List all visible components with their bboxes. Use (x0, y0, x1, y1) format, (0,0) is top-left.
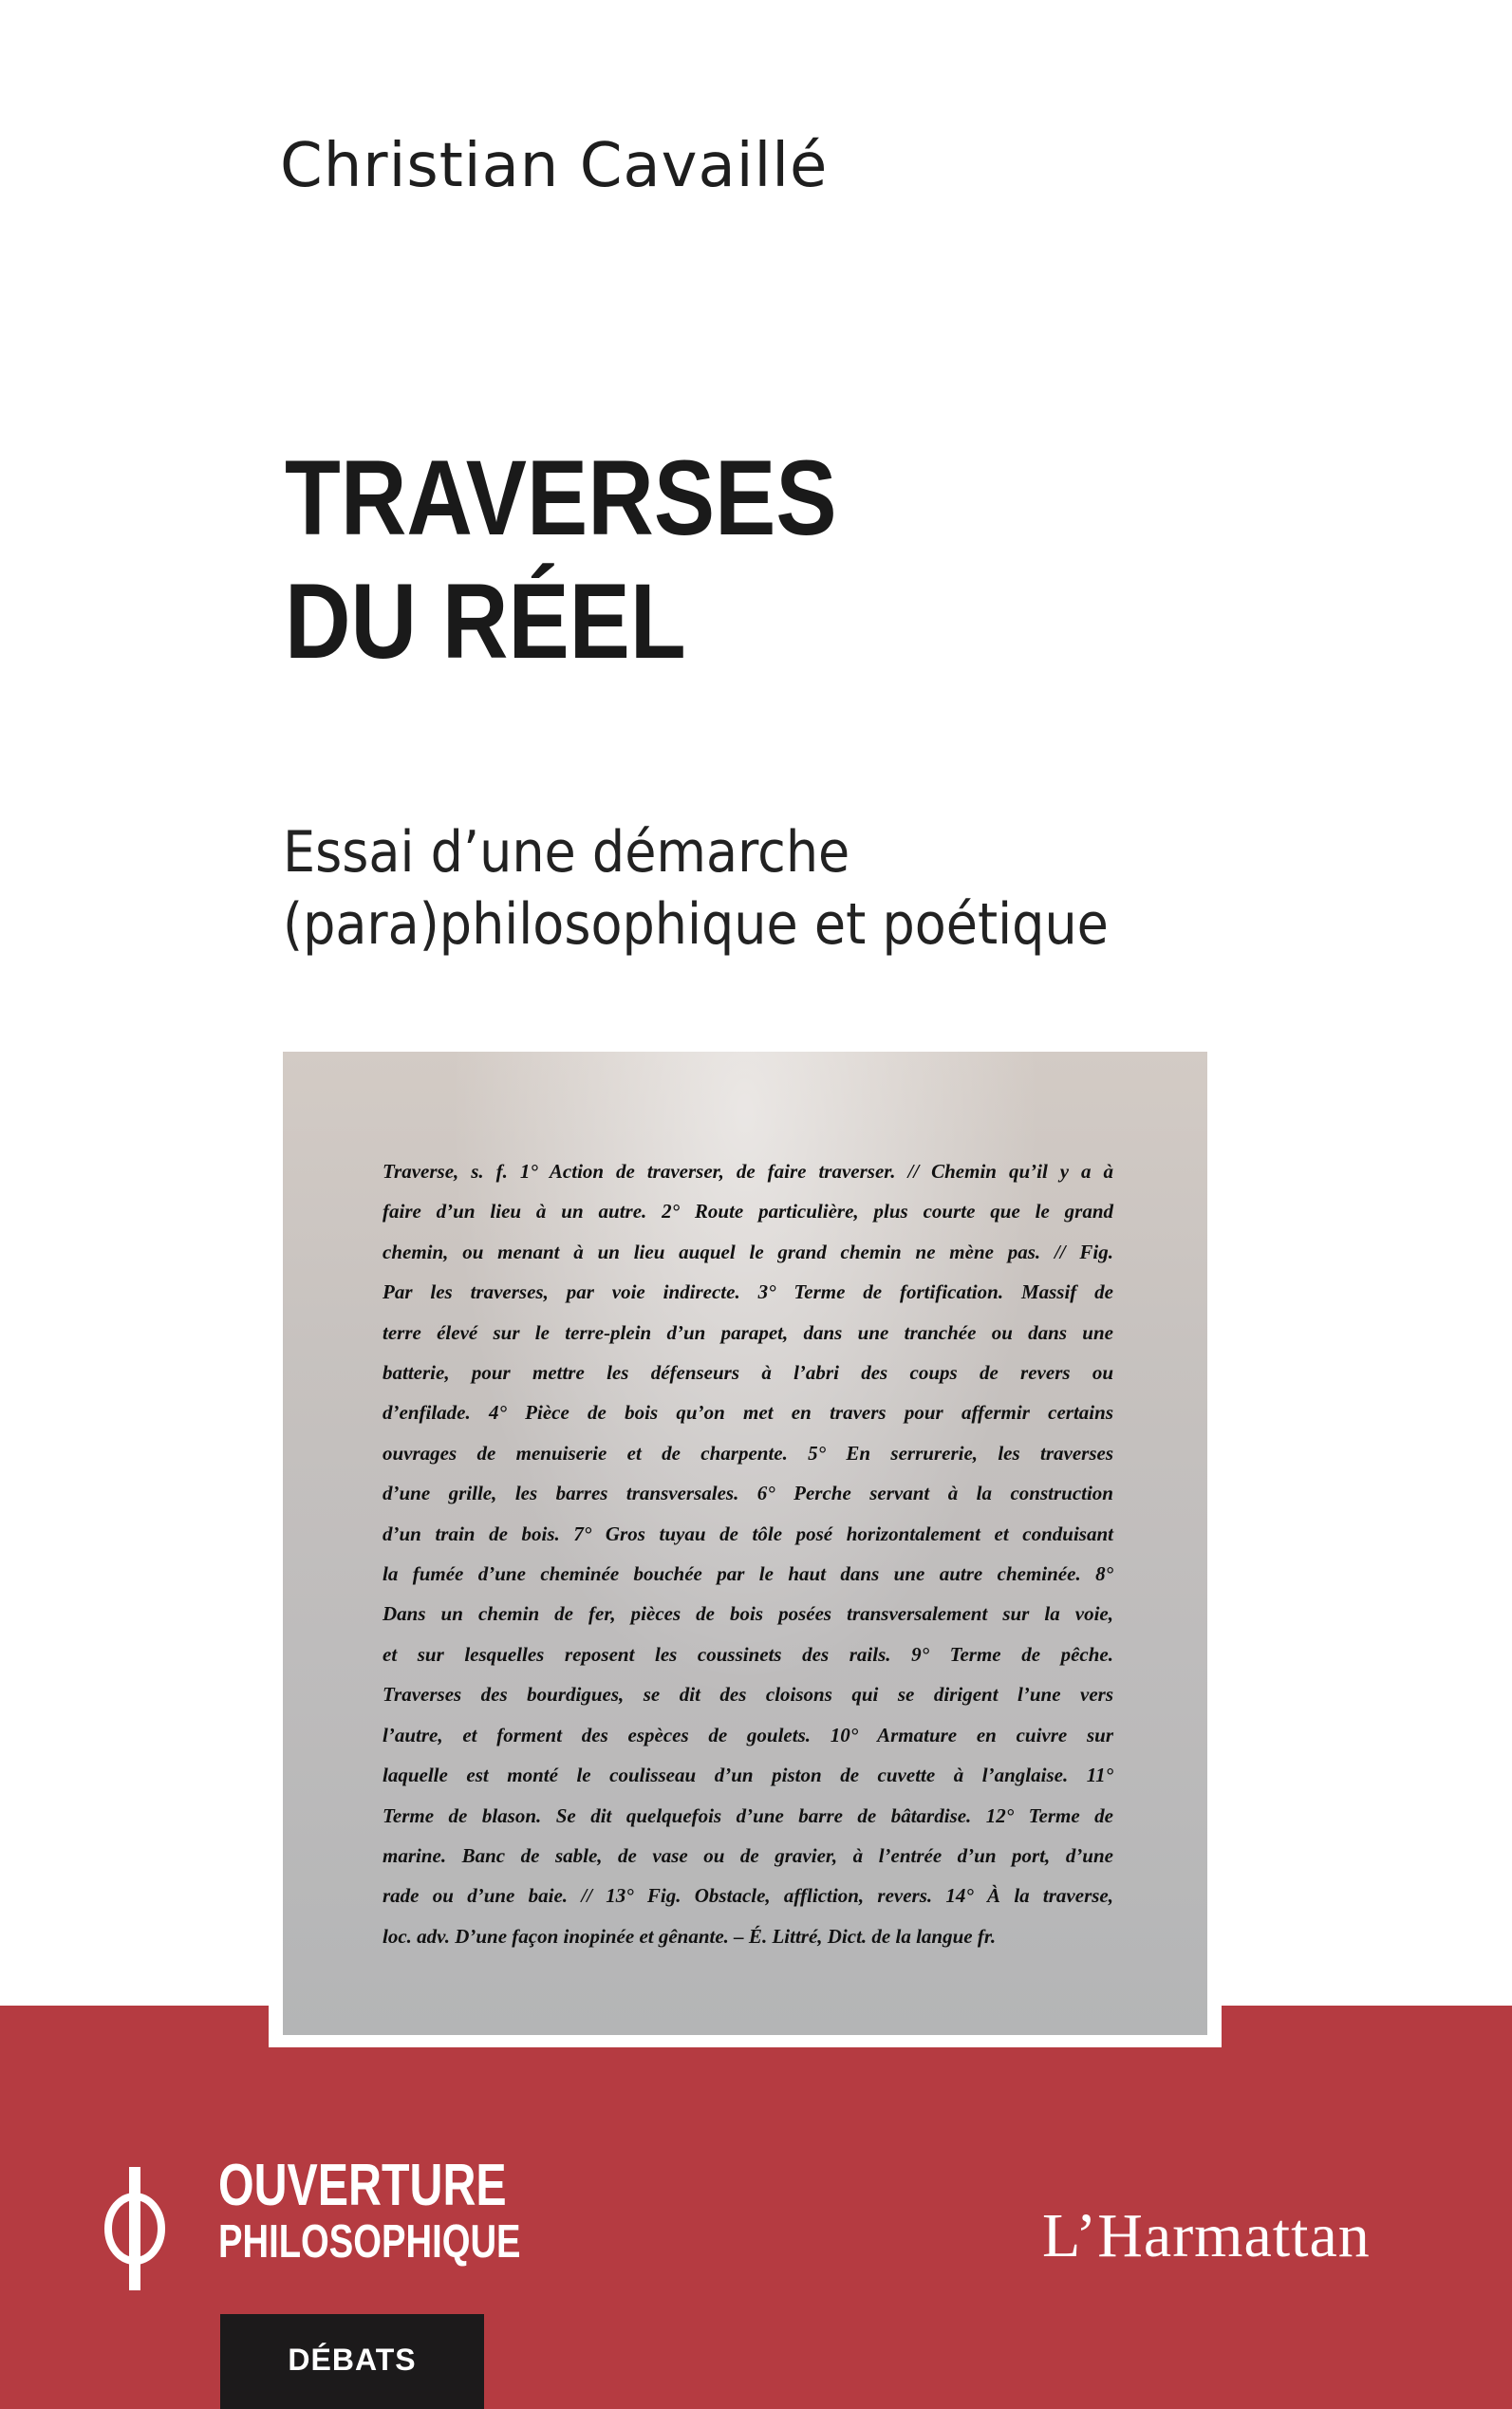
book-title (285, 437, 837, 683)
dictionary-line: d’enfilade. 4° Pièce de bois qu’on met en travers pour affermir certains (383, 1401, 1113, 1425)
dictionary-line: faire d’un lieu à un autre. 2° Route particulière, plus courte que le grand (383, 1200, 1113, 1223)
book-title-line-2: DU RÉEL (285, 562, 686, 681)
dictionary-entry-text (383, 1151, 1113, 1956)
dictionary-line: Traverses des bourdigues, se dit des cloisons qui se dirigent l’une vers (383, 1683, 1113, 1707)
book-subtitle-line-2: (para)philosophique et poétique (283, 891, 1109, 958)
dictionary-line: et sur lesquelles reposent les coussinets des rails. 9° Terme de pêche. (383, 1642, 1113, 1666)
cover-image (283, 1052, 1207, 2035)
dictionary-line: d’une grille, les barres transversales. 6° Perche servant à la construction (383, 1482, 1113, 1505)
collection-name-line-2: PHILOSOPHIQUE (218, 2216, 521, 2268)
dictionary-line: Traverse, s. f. 1° Action de traverser, de faire traverser. // Chemin qu’il y a à (383, 1160, 1113, 1183)
dictionary-line: laquelle est monté le coulisseau d’un piston de cuvette à l’anglaise. 11° (383, 1764, 1113, 1787)
dictionary-line: Dans un chemin de fer, pièces de bois posées transversalement sur la voie, (383, 1602, 1113, 1626)
publisher-logo: L’Harmattan (1042, 2201, 1371, 2270)
dictionary-line: chemin, ou menant à un lieu auquel le grand chemin ne mène pas. // Fig. (383, 1240, 1113, 1263)
dictionary-line: d’un train de bois. 7° Gros tuyau de tôle posé horizontalement et conduisant (383, 1522, 1113, 1545)
series-label: DÉBATS (288, 2343, 417, 2377)
dictionary-line: la fumée d’une cheminée bouchée par le haut dans une autre cheminée. 8° (383, 1562, 1113, 1586)
dictionary-line: Terme de blason. Se dit quelquefois d’une barre de bâtardise. 12° Terme de (383, 1803, 1113, 1827)
dictionary-line: batterie, pour mettre les défenseurs à l’abri des coups de revers ou (383, 1361, 1113, 1385)
phi-icon (104, 2167, 165, 2290)
dictionary-line: l’autre, et forment des espèces de goulets. 10° Armature en cuivre sur (383, 1723, 1113, 1746)
collection-name (218, 2153, 521, 2269)
dictionary-line: ouvrages de menuiserie et de charpente. 5° En serrurerie, les traverses (383, 1441, 1113, 1465)
collection-name-line-1: OUVERTURE (218, 2153, 507, 2218)
dictionary-line: Par les traverses, par voie indirecte. 3° Terme de fortification. Massif de (383, 1280, 1113, 1304)
dictionary-line: marine. Banc de sable, de vase ou de gravier, à l’entrée d’un port, d’une (383, 1843, 1113, 1867)
book-subtitle (283, 816, 1109, 961)
book-title-line-1: TRAVERSES (285, 439, 837, 557)
dictionary-line: loc. adv. D’une façon inopinée et gênante. – É. Littré, Dict. de la langue fr. (383, 1924, 997, 1948)
dictionary-line: rade ou d’une baie. // 13° Fig. Obstacle, affliction, revers. 14° À la traverse, (383, 1884, 1113, 1908)
author-name: Christian Cavaillé (280, 131, 829, 201)
book-subtitle-line-1: Essai d’une démarche (283, 819, 850, 886)
series-badge (220, 2314, 484, 2409)
dictionary-line: terre élevé sur le terre-plein d’un parapet, dans une tranchée ou dans une (383, 1320, 1113, 1344)
